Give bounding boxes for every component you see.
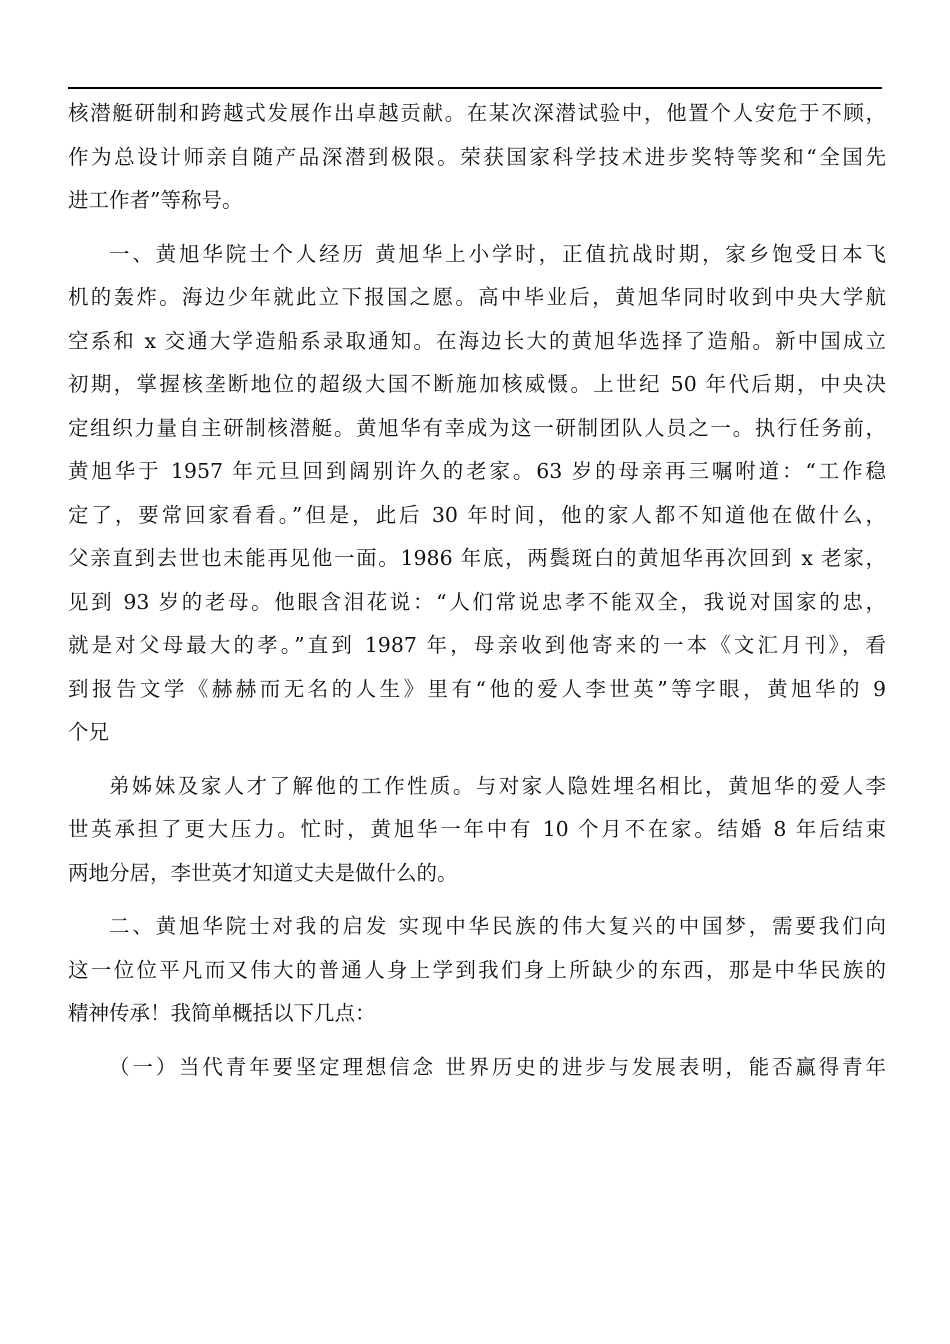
paragraph-heading-line: 一、黄旭华院士个人经历 黄旭华上小学时，正值抗战时期，家乡饱受日本飞 xyxy=(109,241,886,266)
text-line: 空系和 x 交通大学造船系录取通知。在海边长大的黄旭华选择了造船。新中国成立 xyxy=(68,328,886,353)
header-rule xyxy=(68,87,882,89)
text-line: 就是对父母最大的孝。”直到 1987 年，母亲收到他寄来的一本《文汇月刊》，看 xyxy=(68,633,886,657)
text-line: 初期，掌握核垄断地位的超级大国不断施加核威慑。上世纪 50 年代后期，中央决 xyxy=(68,372,886,396)
text-line: 黄旭华于 1957 年元旦回到阔别许久的老家。63 岁的母亲再三嘱咐道：“工作稳 xyxy=(68,459,886,483)
text-line: 定组织力量自主研制核潜艇。黄旭华有幸成为这一研制团队人员之一。执行任务前， xyxy=(68,415,886,440)
text-line: 弟姊妹及家人才了解他的工作性质。与对家人隐姓埋名相比，黄旭华的爱人李 xyxy=(109,773,886,798)
text-line: 机的轰炸。海边少年就此立下报国之愿。高中毕业后，黄旭华同时收到中央大学航 xyxy=(68,285,886,309)
text-line: 见到 93 岁的老母。他眼含泪花说：“人们常说忠孝不能双全，我说对国家的忠， xyxy=(68,589,886,614)
text-line: 个兄 xyxy=(68,720,109,744)
text-line: 作为总设计师亲自随产品深潜到极限。荣获国家科学技术进步奖特等奖和“全国先 xyxy=(68,144,886,169)
text-line: 两地分居，李世英才知道丈夫是做什么的。 xyxy=(68,860,458,885)
text-line: 到报告文学《赫赫而无名的人生》里有“他的爱人李世英”等字眼，黄旭华的 9 xyxy=(68,676,886,701)
text-line: 核潜艇研制和跨越式发展作出卓越贡献。在某次深潜试验中，他置个人安危于不顾， xyxy=(68,101,886,125)
subheading-line: （一）当代青年要坚定理想信念 世界历史的进步与发展表明，能否赢得青年 xyxy=(109,1054,886,1079)
text-line: 进工作者”等称号。 xyxy=(68,188,243,212)
text-line: 父亲直到去世也未能再见他一面。1986 年底，两鬓斑白的黄旭华再次回到 x 老家， xyxy=(68,546,886,570)
text-line: 世英承担了更大压力。忙时，黄旭华一年中有 10 个月不在家。结婚 8 年后结束 xyxy=(68,817,886,841)
text-line: 这一位位平凡而又伟大的普通人身上学到我们身上所缺少的东西，那是中华民族的 xyxy=(68,957,886,982)
paragraph-heading-line: 二、黄旭华院士对我的启发 实现中华民族的伟大复兴的中国梦，需要我们向 xyxy=(109,914,886,938)
text-line: 精神传承！我简单概括以下几点： xyxy=(68,1001,376,1025)
document-body xyxy=(68,92,886,1089)
text-line: 定了，要常回家看看。”但是，此后 30 年时间，他的家人都不知道他在做什么， xyxy=(68,502,886,527)
